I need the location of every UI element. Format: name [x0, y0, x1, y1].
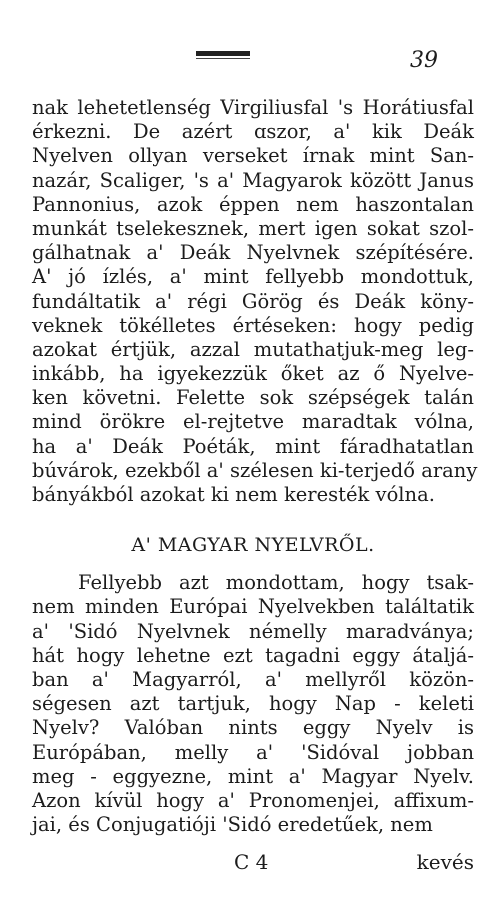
catchword: kevés: [416, 850, 474, 874]
text-line: bányákból azokat ki nem keresték vólna.: [32, 483, 435, 506]
text-line: nazár, Scaliger, 's a' Magyarok között Janus: [32, 168, 474, 192]
text-line: ségesen azt tartjuk, hogy Nap - keleti: [32, 692, 474, 716]
text-line: Azon kívül hogy a' Pronomenjei, affixum-: [32, 788, 474, 812]
text-line: jai, és Conjugatióji 'Sidó eredetűek, nem: [32, 813, 433, 837]
text-line: mind örökre el-rejtetve maradtak vólna,: [32, 410, 474, 434]
header-rule: [196, 51, 250, 56]
text-line: Európában, melly a' 'Sidóval jobban: [32, 740, 474, 764]
text-line: azokat értjük, azzal mutathatjuk-meg leg-: [32, 337, 474, 361]
text-line: a' 'Sidó Nyelvnek némelly maradványa;: [32, 619, 474, 643]
text-line: Fellyebb azt mondottam, hogy tsak-: [78, 571, 474, 595]
text-line: munkát tselekesznek, mert igen sokat szol-: [32, 216, 474, 240]
text-line: nak lehetetlenség Virgiliusfal 's Horátiusfal: [32, 96, 474, 119]
text-line: ha a' Deák Poéták, mint fáradhatatlan: [32, 434, 474, 458]
paragraph-1: [32, 96, 478, 507]
page-footer: [32, 850, 474, 880]
text-line: A' jó ízlés, a' mint fellyebb mondottuk,: [32, 265, 474, 289]
signature-mark: C 4: [234, 850, 269, 874]
text-line: inkább, ha igyekezzük őket az ő Nyelve-: [32, 362, 474, 386]
text-line: veknek tökélletes értéseken: hogy pedig: [32, 313, 474, 337]
text-line: érkezni. De azért ɑszor, a' kik Deák: [32, 120, 474, 144]
text-line: nem minden Európai Nyelvekben találtatik: [32, 595, 474, 619]
text-line: ban a' Magyarról, a' mellyről közön-: [32, 667, 474, 691]
text-line: Nyelven ollyan verseket írnak mint San-: [32, 144, 474, 168]
text-line: ken követni. Felette sok szépségek talán: [32, 386, 474, 410]
text-line: Pannonius, azok éppen nem haszontalan: [32, 192, 474, 216]
section-heading: A' MAGYAR NYELVRŐL.: [131, 534, 375, 557]
text-line: Nyelv? Valóban nints eggy Nyelv is: [32, 716, 474, 740]
text-line: meg - eggyezne, mint a' Magyar Nyelv.: [32, 764, 474, 788]
text-line: fundáltatik a' régi Görög és Deák köny-: [32, 289, 474, 313]
text-line: hát hogy lehetne ezt tagadni eggy átaljá-: [32, 643, 474, 667]
text-body: [32, 96, 478, 837]
text-line: gálhatnak a' Deák Nyelvnek szépítésére.: [32, 241, 474, 265]
paragraph-2: [32, 571, 474, 837]
text-line: búvárok, ezekből a' szélesen ki-terjedő arany: [32, 458, 478, 482]
page-number: 39: [410, 48, 438, 73]
